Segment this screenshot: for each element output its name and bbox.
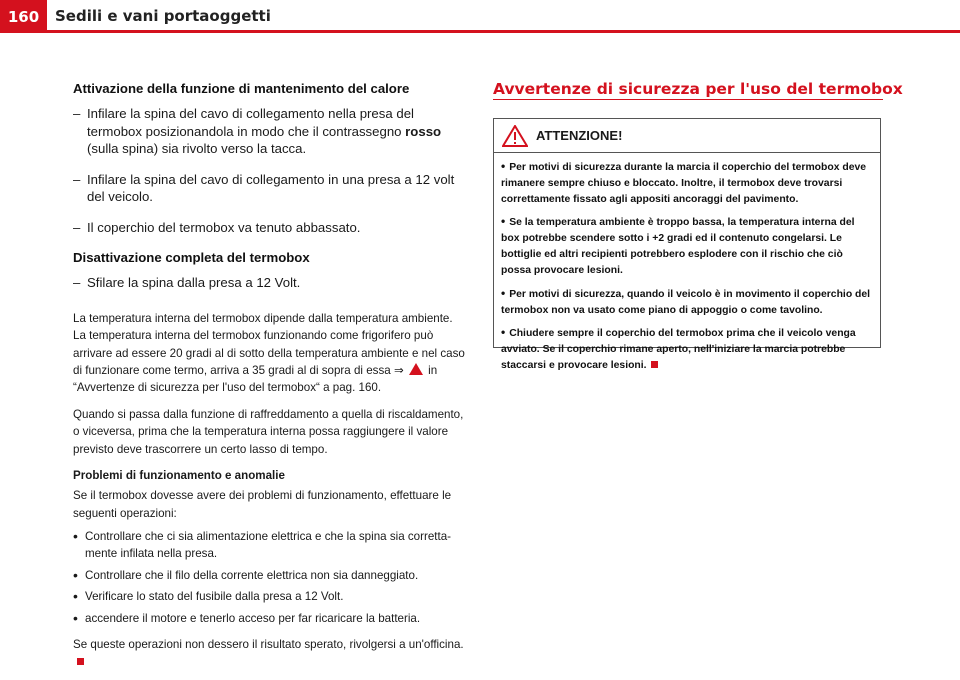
paragraph-temperature: La temperatura interna del termobox dipende dalla temperatura ambiente. La temperatura interna del termobox funzionando come frigorifero può arrivare ad essere 20 gradi al di sotto della temperatura ambiente e nel caso di funzionare come termo, arriva a 35 gradi al di sopra di essa ⇒ in “Avvertenze di sicurezza per l'uso del termobox“ a pag. 160. [73, 311, 465, 395]
page-number: 160 [0, 0, 47, 33]
heading-problems: Problemi di funzionamento e anomalie [73, 468, 285, 482]
rosso-label: rosso [405, 123, 442, 139]
end-of-section-icon [77, 658, 84, 665]
heading-deactivation: Disattivazione completa del termobox [73, 249, 310, 265]
header-rule [0, 30, 960, 33]
warning-item: • Chiudere sempre il coperchio del termobox prima che il veicolo venga avviato. Se il coperchio rimane aperto, nell'iniziare la marcia potrebbe staccarsi e provocare lesioni. [501, 325, 856, 371]
warning-title: ATTENZIONE! [536, 128, 623, 143]
paragraph-problems-intro: Se il termobox dovesse avere dei problemi di funzionamento, effettuare le seguenti operazioni: [73, 489, 452, 520]
step-lid: – Il coperchio del termobox va tenuto abbassato. [73, 219, 361, 235]
section-rule [493, 99, 883, 100]
warning-header [494, 119, 880, 153]
list-item: • Controllare che il filo della corrente elettrica non sia danneggiato. [73, 566, 419, 583]
warning-triangle-icon [409, 363, 423, 375]
paragraph-workshop: Se queste operazioni non dessero il risultato sperato, rivolgersi a un'officina. [73, 636, 465, 671]
section-title: Avvertenze di sicurezza per l'uso del termobox [493, 80, 903, 98]
heading-activation: Attivazione della funzione di mantenimento del calore [73, 81, 410, 96]
warning-item: • Se la temperatura ambiente è troppo bassa, la temperatura interna del box potrebbe scendere sotto i +2 gradi ed il contenuto congelarsi. Le bottiglie ed altri recipienti potrebbero esplodere con il rischio che ciò possa provocare lesioni. [501, 214, 855, 276]
step-plug-in: – Infilare la spina del cavo di collegamento nella presa del termobox posizionandola in modo che il contrassegno rosso (sulla spina) sia rivolto verso la tacca. [73, 106, 442, 157]
warning-item: • Per motivi di sicurezza, quando il veicolo è in movimento il coperchio del termobox non va usato come piano di appoggio o come tavolino. [501, 285, 871, 316]
cross-reference-link[interactable]: in “Avvertenze di sicurezza per l'uso del termobox“ a pag. 160. [73, 363, 438, 395]
step-unplug: – Sfilare la spina dalla presa a 12 Volt. [73, 275, 301, 291]
warning-item: • Per motivi di sicurezza durante la marcia il coperchio del termobox deve rimanere sempre chiuso e bloccato. Inoltre, il termobox deve trovarsi correttamente fissato agli appositi ancoraggi del pavimento. [501, 159, 867, 205]
step-12v: – Infilare la spina del cavo di collegamento in una presa a 12 volt del veicolo. [73, 171, 455, 205]
chapter-title: Sedili e vani portaoggetti [55, 7, 271, 25]
paragraph-switching: Quando si passa dalla funzione di raffreddamento a quella di riscaldamento, o viceversa, prima che la temperatura interna possa raggiungere il valore previsto deve trascorrere un certo lasso di tempo. [73, 407, 464, 456]
end-of-section-icon [651, 361, 658, 368]
warning-body [494, 153, 880, 374]
list-item: • Controllare che ci sia alimentazione elettrica e che la spina sia corretta-mente infilata nella presa. [73, 528, 452, 561]
left-column [73, 80, 465, 680]
warning-triangle-icon [502, 125, 528, 147]
warning-box [493, 118, 881, 371]
list-item: • Verificare lo stato del fusibile dalla presa a 12 Volt. [73, 588, 344, 605]
list-item: • accendere il motore e tenerlo acceso per far ricaricare la batteria. [73, 609, 421, 626]
info-text [73, 310, 465, 671]
